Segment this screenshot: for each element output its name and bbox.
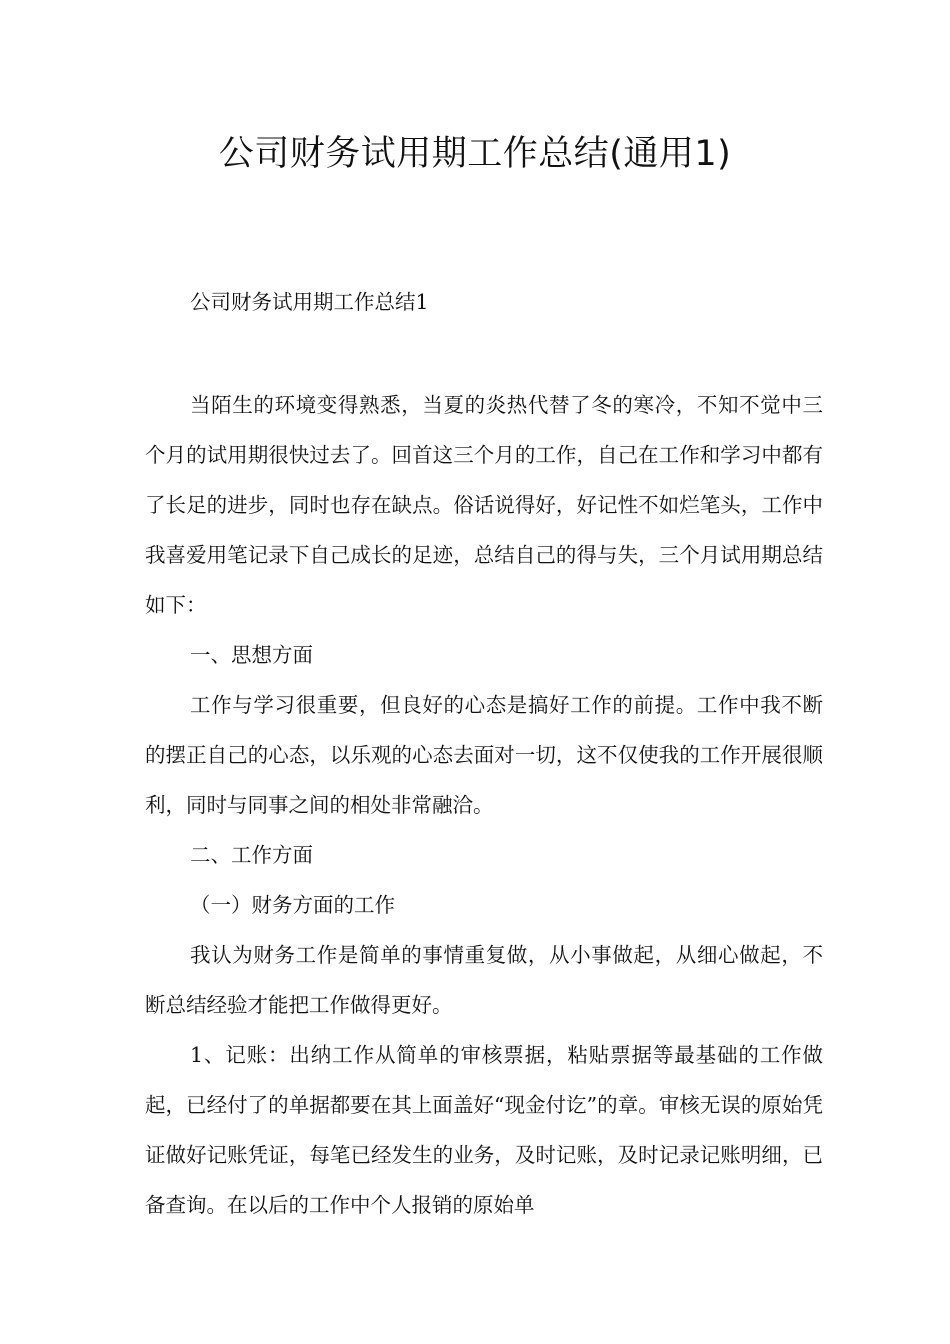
paragraph-thought: 工作与学习很重要，但良好的心态是搞好工作的前提。工作中我不断的摆正自己的心态，以乐观的心态去面对一切，这不仅使我的工作开展很顺利，同时与同事之间的相处非常融洽。 xyxy=(145,693,823,817)
document-title: 公司财务试用期工作总结(通用1) xyxy=(218,134,732,174)
document-body xyxy=(145,380,823,1230)
document-subtitle: 公司财务试用期工作总结1 xyxy=(190,290,429,314)
heading-thought: 一、思想方面 xyxy=(190,643,313,667)
paragraph-finance: 我认为财务工作是简单的事情重复做，从小事做起，从细心做起，不断总结经验才能把工作做得更好。 xyxy=(145,943,823,1017)
paragraph-bookkeeping: 1、记账：出纳工作从简单的审核票据，粘贴票据等最基础的工作做起，已经付了的单据都要在其上面盖好“现金付讫”的章。审核无误的原始凭证做好记账凭证，每笔已经发生的业务，及时记账，及时记录记账明细，已备查询。在以后的工作中个人报销的原始单 xyxy=(145,1043,823,1217)
heading-work: 二、工作方面 xyxy=(190,843,313,867)
paragraph-intro: 当陌生的环境变得熟悉，当夏的炎热代替了冬的寒冷，不知不觉中三个月的试用期很快过去了。回首这三个月的工作，自己在工作和学习中都有了长足的进步，同时也存在缺点。俗话说得好，好记性不如烂笔头，工作中我喜爱用笔记录下自己成长的足迹，总结自己的得与失，三个月试用期总结如下： xyxy=(145,393,823,617)
subheading-finance: （一）财务方面的工作 xyxy=(190,893,395,917)
